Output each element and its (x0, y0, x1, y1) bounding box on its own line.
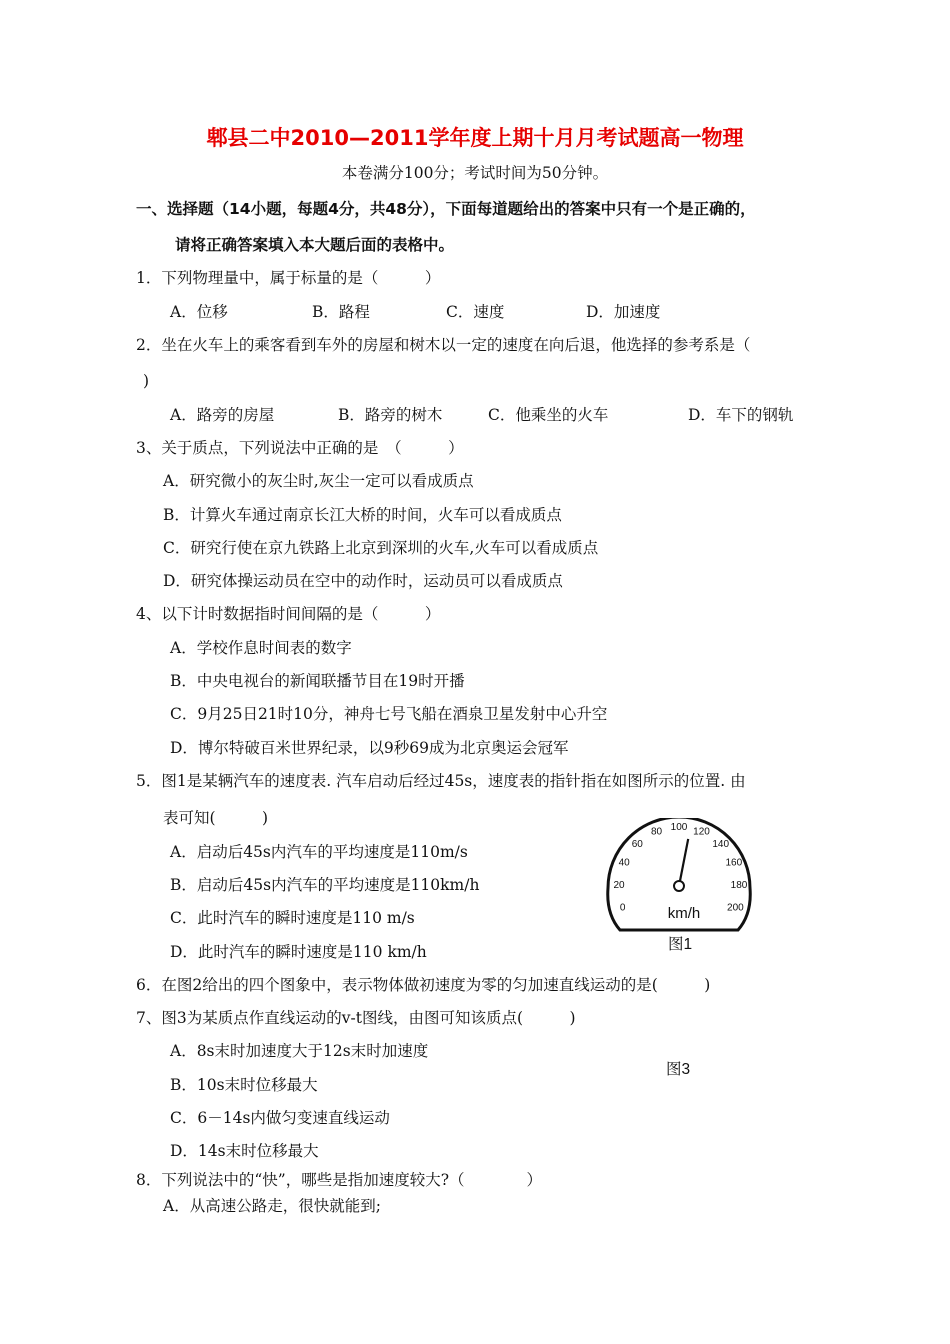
question-5-stem-cont: 表可知( ) (163, 809, 269, 827)
question-1-option-d: D．加速度 (586, 303, 661, 321)
question-3-option-b: B．计算火车通过南京长江大桥的时间，火车可以看成质点 (163, 506, 562, 524)
question-3-stem: 3、关于质点，下列说法中正确的是 （ ） (136, 439, 464, 457)
question-3-option-c: C．研究行使在京九铁路上北京到深圳的火车,火车可以看成质点 (163, 539, 599, 557)
question-2-option-d: D．车下的钢轨 (688, 406, 794, 424)
section-heading: 一、选择题（14小题，每题4分，共48分），下面每道题给出的答案中只有一个是正确的， (136, 200, 756, 218)
section-heading-cont: 请将正确答案填入本大题后面的表格中。 (175, 236, 455, 254)
speedometer-tick-label: 20 (613, 879, 625, 891)
exam-info: 本卷满分100分；考试时间为50分钟。 (341, 164, 609, 182)
speed-unit: km/h (667, 905, 701, 922)
speedometer-tick-label: 80 (650, 826, 663, 838)
question-7-stem: 7、图3为某质点作直线运动的v-t图线，由图可知该质点( ) (136, 1009, 576, 1027)
speedometer-tick-label: 120 (693, 826, 710, 838)
figure-1-label: 图1 (668, 936, 693, 953)
question-1-option-b: B．路程 (312, 303, 370, 321)
question-1-stem: 1．下列物理量中，属于标量的是（ ） (136, 269, 441, 287)
question-7-option-a: A．8s末时加速度大于12s末时加速度 (170, 1042, 429, 1060)
figure-3-label: 图3 (666, 1061, 691, 1078)
speedometer-tick-label: 200 (727, 902, 744, 914)
speedometer-tick-label: 180 (730, 879, 748, 891)
question-4-option-c: C．9月25日21时10分，神舟七号飞船在酒泉卫星发射中心升空 (170, 705, 608, 723)
question-2-option-c: C．他乘坐的火车 (488, 406, 609, 424)
question-3-option-d: D．研究体操运动员在空中的动作时，运动员可以看成质点 (163, 572, 563, 590)
question-3-option-a: A．研究微小的灰尘时,灰尘一定可以看成质点 (163, 472, 474, 490)
speedometer-tick-label: 160 (725, 857, 743, 869)
question-8-option-a: A．从高速公路走，很快就能到; (163, 1197, 381, 1215)
question-5-option-b: B．启动后45s内汽车的平均速度是110km/h (170, 876, 480, 894)
question-5-stem: 5．图1是某辆汽车的速度表. 汽车启动后经过45s，速度表的指针指在如图所示的位置. 由 (136, 772, 746, 790)
question-4-option-b: B．中央电视台的新闻联播节目在19时开播 (170, 672, 465, 690)
needle-hub (674, 881, 684, 891)
speedometer-figure (604, 818, 754, 936)
question-7-option-d: D．14s末时位移最大 (170, 1142, 319, 1160)
question-4-option-a: A．学校作息时间表的数字 (170, 639, 352, 657)
speedometer-tick-label: 40 (618, 857, 630, 869)
question-2-option-b: B．路旁的树木 (338, 406, 443, 424)
question-5-option-c: C．此时汽车的瞬时速度是110 m/s (170, 909, 415, 927)
question-1-option-c: C．速度 (446, 303, 505, 321)
question-6-stem: 6．在图2给出的四个图象中，表示物体做初速度为零的匀加速直线运动的是( ) (136, 976, 711, 994)
page-title: 郫县二中2010—2011学年度上期十月月考试题高一物理 (206, 126, 744, 150)
question-1-option-a: A．位移 (170, 303, 228, 321)
question-5-option-d: D．此时汽车的瞬时速度是110 km/h (170, 943, 427, 961)
question-7-option-c: C．6－14s内做匀变速直线运动 (170, 1109, 390, 1127)
question-7-option-b: B．10s末时位移最大 (170, 1076, 318, 1094)
speedometer-tick-label: 140 (712, 838, 730, 850)
question-2-option-a: A．路旁的房屋 (170, 406, 275, 424)
speedometer-tick-label: 60 (631, 838, 643, 850)
question-4-stem: 4、以下计时数据指时间间隔的是（ ） (136, 605, 441, 623)
speedometer-tick-label: 100 (670, 822, 688, 833)
question-2-stem: 2．坐在火车上的乘客看到车外的房屋和树木以一定的速度在向后退，他选择的参考系是（ (136, 336, 751, 354)
question-5-option-a: A．启动后45s内汽车的平均速度是110m/s (170, 843, 468, 861)
speedometer-tick-label: 0 (619, 902, 626, 914)
question-2-stem-cont: ) (143, 372, 150, 390)
question-4-option-d: D．博尔特破百米世界纪录，以9秒69成为北京奥运会冠军 (170, 739, 569, 757)
question-8-stem: 8．下列说法中的“快”，哪些是指加速度较大?（ ） (136, 1171, 543, 1189)
